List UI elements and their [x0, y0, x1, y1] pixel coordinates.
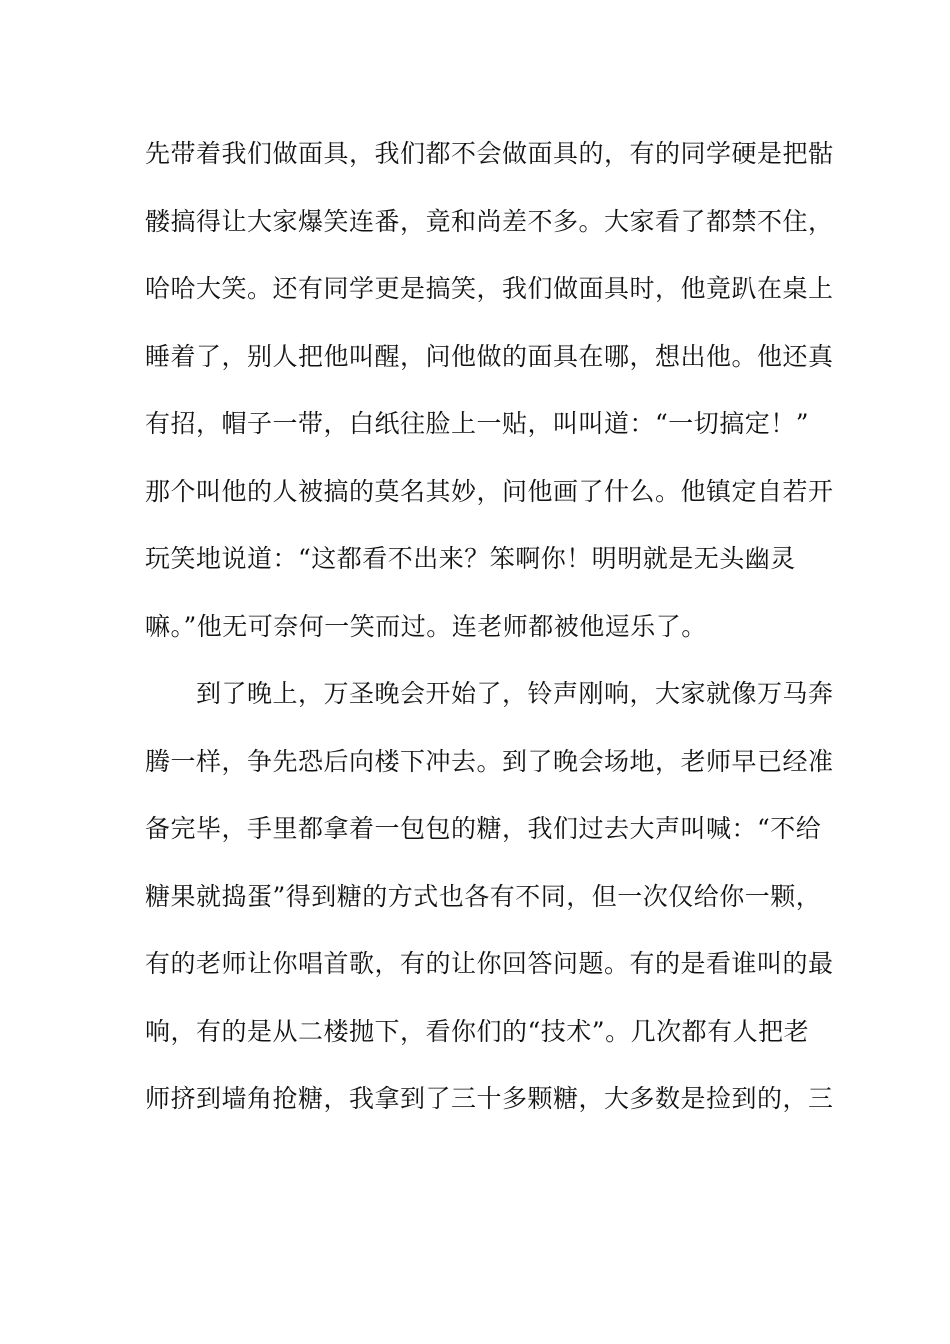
text-line: 先带着我们做面具，我们都不会做面具的，有的同学硬是把骷	[145, 139, 834, 168]
text-line: 玩笑地说道：“这都看不出来？笨啊你！明明就是无头幽灵	[145, 544, 796, 573]
text-line: 那个叫他的人被搞的莫名其妙，问他画了什么。他镇定自若开	[145, 476, 834, 506]
paragraph-start-line: 到了晚上，万圣晚会开始了，铃声刚响，大家就像万马奔	[145, 679, 834, 708]
text-line: 糖果就捣蛋”得到糖的方式也各有不同，但一次仅给你一颗，	[145, 881, 822, 911]
text-line: 有的老师让你唱首歌，有的让你回答问题。有的是看谁叫的最	[145, 949, 834, 978]
text-line: 哈哈大笑。还有同学更是搞笑，我们做面具时，他竟趴在桌上	[145, 274, 834, 303]
text-line: 髅搞得让大家爆笑连番，竟和尚差不多。大家看了都禁不住，	[145, 206, 834, 236]
text-line: 师挤到墙角抢糖，我拿到了三十多颗糖，大多数是捡到的，三	[145, 1084, 834, 1113]
text-line: 睡着了，别人把他叫醒，问他做的面具在哪，想出他。他还真	[145, 341, 834, 371]
text-line: 响，有的是从二楼抛下，看你们的“技术”。几次都有人把老	[145, 1016, 810, 1046]
body-text	[145, 131, 834, 1144]
text-line: 腾一样，争先恐后向楼下冲去。到了晚会场地，老师早已经准	[145, 746, 834, 776]
text-line: 备完毕，手里都拿着一包包的糖，我们过去大声叫喊：“不给	[145, 814, 822, 843]
text-line: 有招，帽子一带，白纸往脸上一贴，叫叫道：“一切搞定！”	[145, 409, 810, 438]
text-line: 嘛。”他无可奈何一笑而过。连老师都被他逗乐了。	[145, 611, 707, 641]
